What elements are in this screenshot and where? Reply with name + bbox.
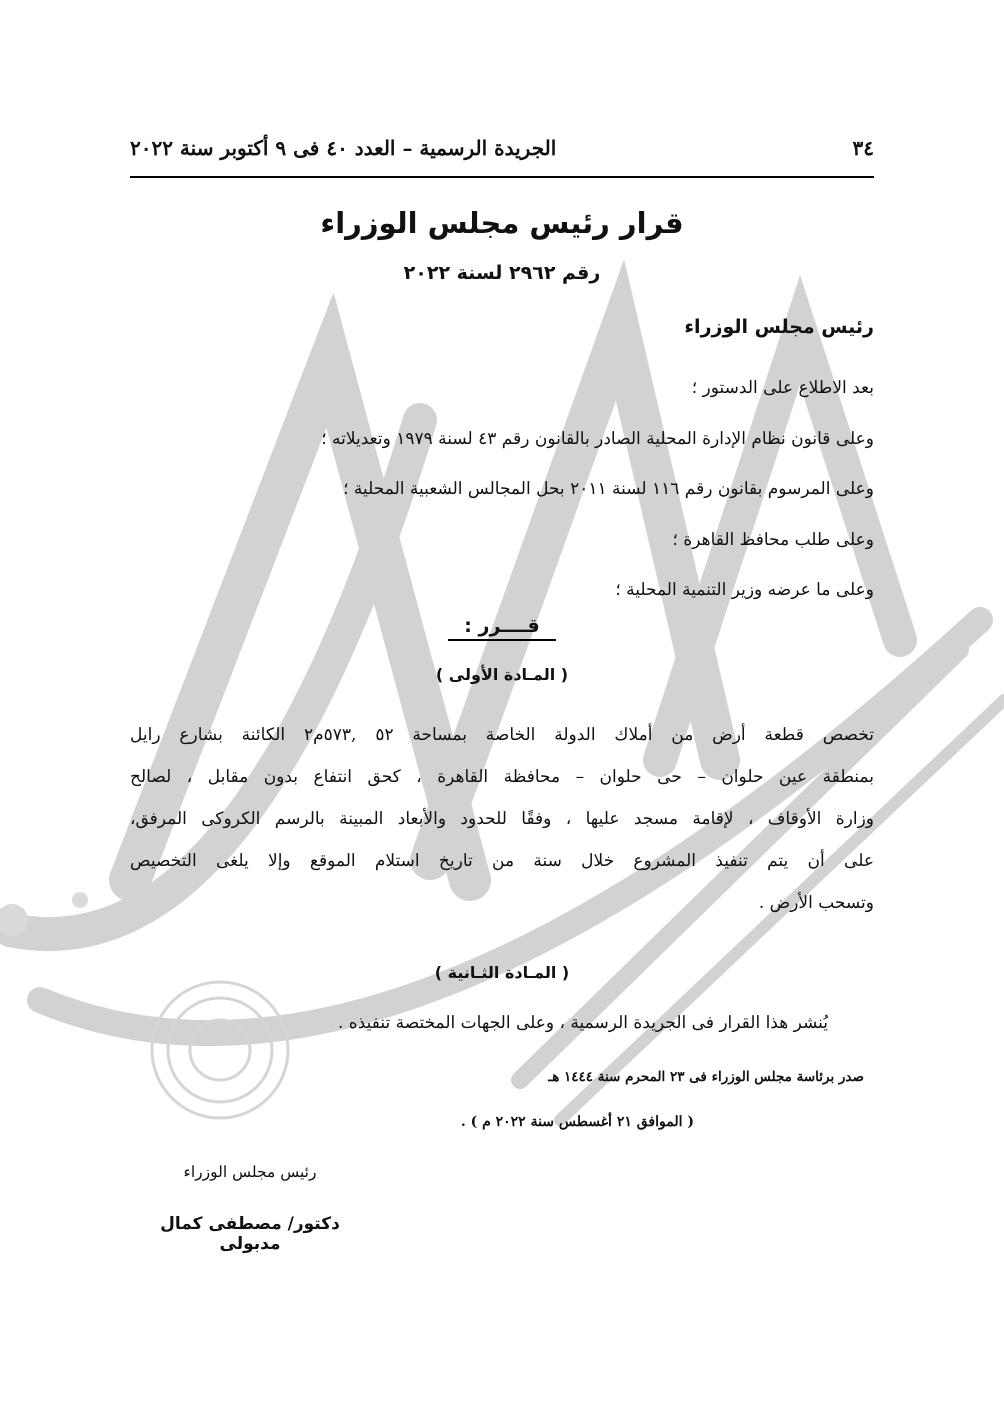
article1-line: بمنطقة عين حلوان – حى حلوان – محافظة القاهرة ، كحق انتفاع بدون مقابل ، لصالح bbox=[130, 767, 874, 787]
header-divider bbox=[130, 176, 874, 178]
article1-heading: ( المـادة الأولى ) bbox=[435, 665, 569, 684]
preamble-line: وعلى ما عرضه وزير التنمية المحلية ؛ bbox=[615, 580, 874, 600]
corresponding-date-line: ( الموافق ٢١ أغسطس سنة ٢٠٢٢ م ) . bbox=[460, 1114, 694, 1130]
preamble-line: وعلى المرسوم بقانون رقم ١١٦ لسنة ٢٠١١ بحل المجالس الشعبية المحلية ؛ bbox=[343, 479, 874, 499]
preamble-line: وعلى طلب محافظ القاهرة ؛ bbox=[672, 529, 874, 550]
page-number: ٣٤ bbox=[852, 136, 874, 160]
article1-body bbox=[130, 714, 874, 924]
decided-label bbox=[130, 615, 874, 637]
article1-line: وتسحب الأرض . bbox=[758, 893, 874, 913]
decided-text: قــــرر : bbox=[448, 615, 555, 641]
issued-line: صدر برئاسة مجلس الوزراء فى ٢٣ المحرم سنة ١٤٤٤ هـ bbox=[548, 1069, 864, 1085]
preamble-line: بعد الاطلاع على الدستور ؛ bbox=[691, 378, 874, 398]
signature-name: دكتور/ مصطفى كمال مدبولى bbox=[160, 1214, 340, 1254]
article1-line: تخصص قطعة أرض من أملاك الدولة الخاصة بمساحة ٥٢ ,٥٧٣م٢ الكائنة بشارع رايل bbox=[130, 725, 875, 745]
signature-title: رئيس مجلس الوزراء bbox=[183, 1163, 317, 1181]
preamble bbox=[130, 363, 874, 616]
decree-issuer: رئيس مجلس الوزراء bbox=[684, 316, 874, 338]
article1-line: وزارة الأوقاف ، لإقامة مسجد عليها ، وفقًا للحدود والأبعاد المبينة بالرسم الكروكى المرفق، bbox=[130, 809, 874, 829]
publication-line: الجريدة الرسمية – العدد ٤٠ فى ٩ أكتوبر سنة ٢٠٢٢ bbox=[130, 136, 557, 160]
page-header bbox=[130, 128, 874, 168]
decree-number: رقم ٢٩٦٢ لسنة ٢٠٢٢ bbox=[403, 262, 601, 284]
preamble-line: وعلى قانون نظام الإدارة المحلية الصادر بالقانون رقم ٤٣ لسنة ١٩٧٩ وتعديلاته ؛ bbox=[321, 428, 874, 449]
seal-emblem bbox=[152, 982, 288, 1118]
article2-body: يُنشر هذا القرار فى الجريدة الرسمية ، وعلى الجهات المختصة تنفيذه . bbox=[337, 1013, 828, 1033]
article2-heading: ( المـادة الثـانية ) bbox=[434, 963, 570, 982]
decree-title: قرار رئيس مجلس الوزراء bbox=[320, 206, 684, 240]
article1-line: على أن يتم تنفيذ المشروع خلال سنة من تاريخ استلام الموقع وإلا يلغى التخصيص bbox=[130, 851, 874, 871]
